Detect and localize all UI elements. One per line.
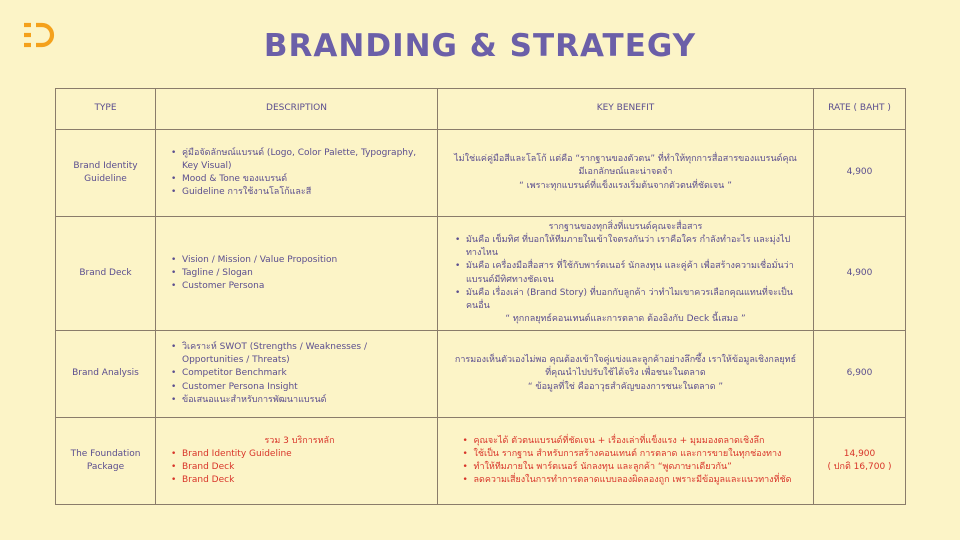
list-item: • มันคือ เครื่องมือสื่อสาร ที่ใช้กับพาร์ตเนอร์ นักลงทุน และคู่ค้า เพื่อสร้างความเชื่อมั่นว่าแบรนด์มีทิศทางชัดเจน bbox=[452, 260, 799, 286]
package-heading: รวม 3 บริการหลัก bbox=[264, 435, 335, 446]
row-benefit bbox=[438, 331, 814, 418]
benefit-intro: รากฐานของทุกสิ่งที่แบรนด์คุณจะสื่อสาร bbox=[548, 221, 703, 232]
list-item: • Brand Identity Guideline bbox=[168, 448, 431, 461]
list-item: • วิเคราะห์ SWOT (Strengths / Weaknesses / Opportunities / Threats) bbox=[168, 341, 431, 367]
list-item: • Mood & Tone ของแบรนด์ bbox=[168, 173, 431, 186]
row-description bbox=[156, 217, 438, 331]
list-item: • มันคือ เข็มทิศ ที่บอกให้ทีมภายในเข้าใจตรงกันว่า เราคือใคร กำลังทำอะไร และมุ่งไปทางไหน bbox=[452, 234, 799, 260]
benefit-quote: “ ทุกกลยุทธ์คอนเทนต์และการตลาด ต้องอิงกับ Deck นี้เสมอ ” bbox=[505, 314, 746, 325]
pricing-table bbox=[55, 88, 906, 505]
row-type: Brand Analysis bbox=[56, 331, 156, 418]
benefit-quote: “ เพราะทุกแบรนด์ที่แข็งแรงเริ่มต้นจากตัวตนที่ชัดเจน ” bbox=[519, 180, 732, 191]
table-header-row bbox=[56, 89, 906, 130]
table-row bbox=[56, 217, 906, 331]
list-item: • คู่มือจัดลักษณ์แบรนด์ (Logo, Color Palette, Typography, Key Visual) bbox=[168, 147, 431, 173]
row-rate: 4,900 bbox=[814, 217, 906, 331]
list-item: • คุณจะได้ ตัวตนแบรนด์ที่ชัดเจน + เรื่องเล่าที่แข็งแรง + มุมมองตลาดเชิงลึก bbox=[460, 435, 792, 448]
header-key-benefit: KEY BENEFIT bbox=[438, 89, 814, 130]
list-item: • ทำให้ทีมภายใน พาร์ตเนอร์ นักลงทุน และลูกค้า “พูดภาษาเดียวกัน” bbox=[460, 461, 792, 474]
list-item: • Brand Deck bbox=[168, 474, 431, 487]
row-description bbox=[156, 418, 438, 505]
list-item: • ใช้เป็น รากฐาน สำหรับการสร้างคอนเทนต์ การตลาด และการขายในทุกช่องทาง bbox=[460, 448, 792, 461]
row-rate: 4,900 bbox=[814, 130, 906, 217]
list-item: • มันคือ เรื่องเล่า (Brand Story) ที่บอกกับลูกค้า ว่าทำไมเขาควรเลือกคุณแทนที่จะเป็นคนอื่น bbox=[452, 287, 799, 313]
header-rate: RATE ( BAHT ) bbox=[814, 89, 906, 130]
list-item: • Brand Deck bbox=[168, 461, 431, 474]
benefit-text: การมองเห็นตัวเองไม่พอ คุณต้องเข้าใจคู่แข่งและลูกค้าอย่างลึกซึ้ง เราให้ข้อมูลเชิงกลยุทธ์ที่คุณนำไปปรับใช้ได้จริง เพื่อชนะในตลาด bbox=[454, 355, 797, 379]
list-item: • Tagline / Slogan bbox=[168, 267, 431, 280]
package-price: 14,900 bbox=[843, 448, 876, 459]
benefit-quote: “ ข้อมูลที่ใช่ คืออาวุธสำคัญของการชนะในตลาด ” bbox=[527, 381, 724, 392]
row-type: Brand Identity Guideline bbox=[56, 130, 156, 217]
row-type: The Foundation Package bbox=[56, 418, 156, 505]
row-benefit bbox=[438, 130, 814, 217]
row-rate: 6,900 bbox=[814, 331, 906, 418]
list-item: • ลดความเสี่ยงในการทำการตลาดแบบลองผิดลองถูก เพราะมีข้อมูลและแนวทางที่ชัด bbox=[460, 474, 792, 487]
page-title: BRANDING & STRATEGY bbox=[263, 28, 697, 64]
row-description bbox=[156, 130, 438, 217]
list-item: • ข้อเสนอแนะสำหรับการพัฒนาแบรนด์ bbox=[168, 394, 431, 407]
row-description bbox=[156, 331, 438, 418]
table-row bbox=[56, 331, 906, 418]
row-type: Brand Deck bbox=[56, 217, 156, 331]
benefit-text: ไม่ใช่แค่คู่มือสีและโลโก้ แต่คือ “รากฐานของตัวตน” ที่ทำให้ทุกการสื่อสารของแบรนด์คุณมีเอกลักษณ์และน่าจดจำ bbox=[454, 154, 797, 178]
header-type: TYPE bbox=[56, 89, 156, 130]
row-benefit bbox=[438, 217, 814, 331]
list-item: • Customer Persona Insight bbox=[168, 381, 431, 394]
row-benefit bbox=[438, 418, 814, 505]
regular-price: ( ปกติ 16,700 ) bbox=[827, 462, 892, 472]
list-item: • Vision / Mission / Value Proposition bbox=[168, 254, 431, 267]
list-item: • Customer Persona bbox=[168, 280, 431, 293]
list-item: • Competitor Benchmark bbox=[168, 367, 431, 380]
table-row bbox=[56, 418, 906, 505]
table-row bbox=[56, 130, 906, 217]
row-rate bbox=[814, 418, 906, 505]
header-description: DESCRIPTION bbox=[156, 89, 438, 130]
list-item: • Guideline การใช้งานโลโก้และสี bbox=[168, 186, 431, 199]
